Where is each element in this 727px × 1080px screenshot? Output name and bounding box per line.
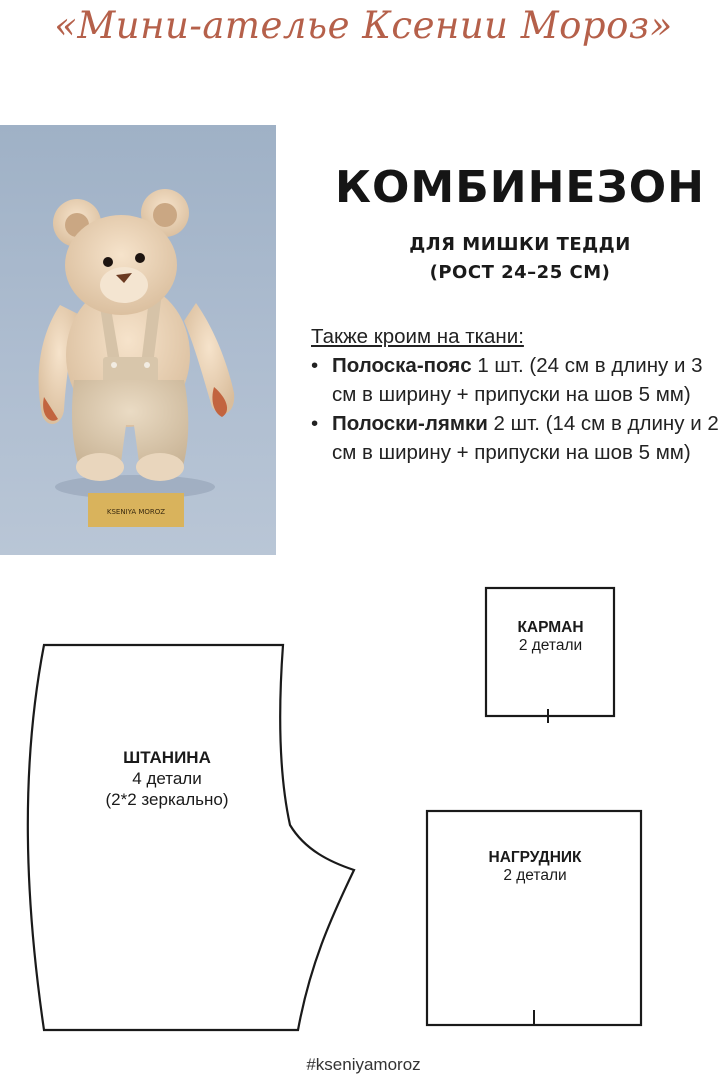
bib-name: НАГРУДНИК — [488, 849, 582, 866]
item-text: 1 шт. (24 см в длину и 3 см в ширину + припуски на шов 5 мм) — [332, 354, 703, 406]
leg-count: 4 детали — [132, 769, 202, 788]
leg-pattern — [28, 645, 354, 1030]
footer-hashtag: #kseniyamoroz — [306, 1055, 421, 1074]
leg-name: ШТАНИНА — [123, 748, 211, 767]
pocket-name: КАРМАН — [517, 619, 584, 636]
leg-note: (2*2 зеркально) — [105, 790, 229, 809]
bib-count: 2 детали — [503, 867, 567, 884]
photo-tag-text: KSENIYA MOROZ — [106, 508, 166, 516]
item-name: Полоски-лямки — [332, 412, 488, 435]
bib-label — [428, 849, 642, 885]
subtitle-line-2: (РОСТ 24–25 СМ) — [429, 262, 611, 283]
subtitle-line-1: ДЛЯ МИШКИ ТЕДДИ — [409, 234, 631, 255]
cut-info-heading: Также кроим на ткани: — [311, 325, 524, 348]
brand-title: «Мини-ателье Ксении Мороз» — [54, 4, 673, 47]
pocket-label — [487, 619, 614, 655]
pocket-count: 2 детали — [518, 637, 583, 654]
leg-label — [52, 747, 282, 810]
bib-pattern — [427, 811, 641, 1025]
page-title: КОМБИНЕЗОН — [335, 162, 705, 213]
item-text: 2 шт. (14 см в длину и 2 см в ширину + припуски на шов 5 мм) — [332, 412, 719, 464]
item-name: Полоска-пояс — [332, 354, 472, 377]
